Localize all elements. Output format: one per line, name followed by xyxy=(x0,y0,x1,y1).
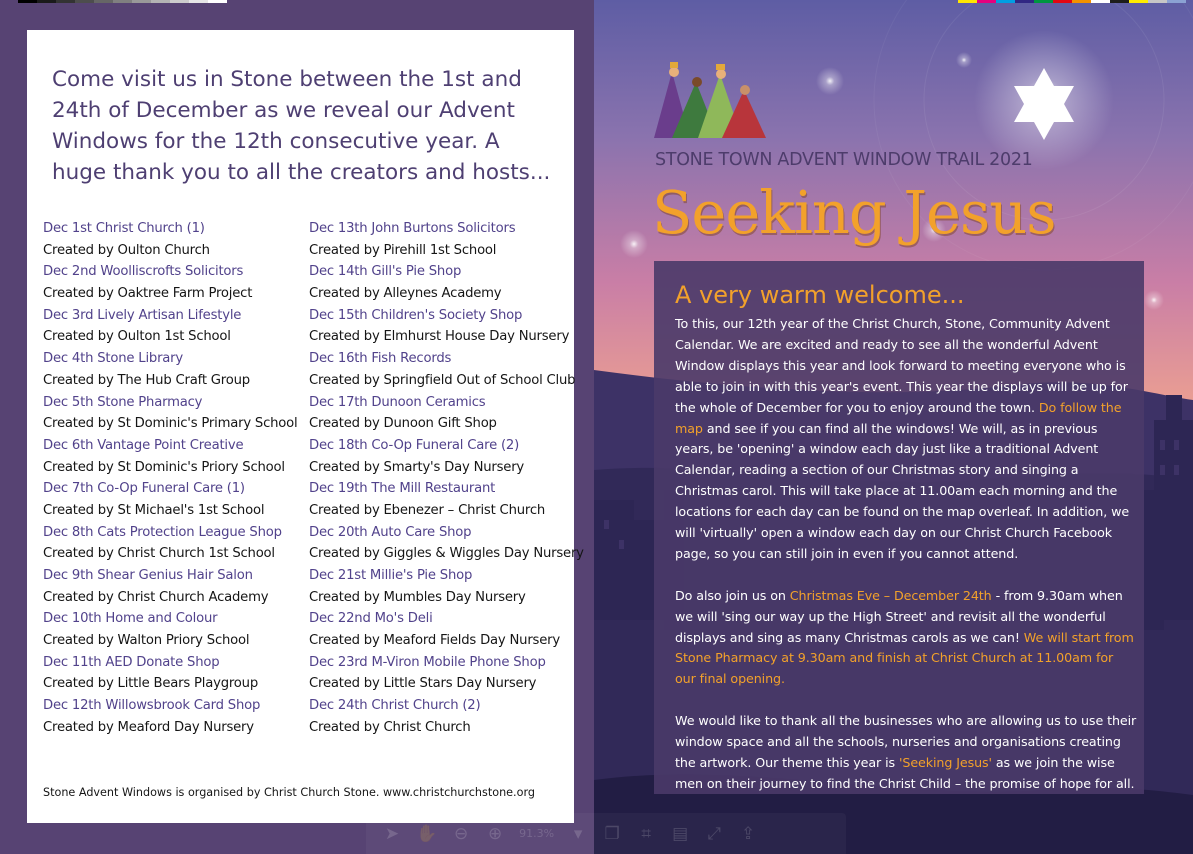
entry-creator: Created by The Hub Craft Group xyxy=(43,372,250,388)
color-swatch xyxy=(18,0,37,3)
welcome-heading: A very warm welcome... xyxy=(675,281,965,309)
advent-entry xyxy=(309,392,584,435)
welcome-paragraph-3 xyxy=(675,711,1137,795)
advent-entry xyxy=(309,522,584,565)
left-page xyxy=(0,0,594,854)
color-swatch xyxy=(189,0,208,3)
entry-creator: Created by Ebenezer – Christ Church xyxy=(309,502,546,518)
color-swatch xyxy=(996,0,1015,3)
page-icon[interactable]: ▤ xyxy=(672,823,689,844)
share-icon[interactable]: ⇪ xyxy=(741,823,756,844)
entry-day: Dec 2nd Woolliscrofts Solicitors xyxy=(43,264,244,280)
color-swatch xyxy=(132,0,151,3)
advent-entry xyxy=(43,261,298,304)
color-swatch xyxy=(977,0,996,3)
entry-creator: Created by Elmhurst House Day Nursery xyxy=(309,329,570,345)
map-link[interactable]: Do follow the map xyxy=(675,399,1122,436)
zoom-in-icon[interactable]: ⊕ xyxy=(488,823,503,844)
advent-entry xyxy=(309,652,584,695)
zoom-level[interactable]: 91.3% xyxy=(519,827,555,840)
advent-entry xyxy=(309,261,584,304)
paragraph-text: and see if you can find all the windows! We will, as in previous years, be 'opening' a window each day just like a traditional Advent Calendar, reading a section of our Christmas story and singing a Christmas carol. This will take place at 11.00am each morning and the locations for each day can be found on the map overleaf. In addition, we will 'virtually' open a window each day on our Christ Church Facebook page, so you can still join in even if you cannot attend. xyxy=(675,420,1130,561)
entry-day: Dec 19th The Mill Restaurant xyxy=(309,481,496,497)
entry-day: Dec 1st Christ Church (1) xyxy=(43,221,205,236)
entry-creator: Created by Little Stars Day Nursery xyxy=(309,676,537,692)
advent-entry xyxy=(43,435,298,478)
advent-entry xyxy=(309,348,584,391)
entry-creator: Created by Little Bears Playgroup xyxy=(43,676,258,692)
entry-creator: Created by Mumbles Day Nursery xyxy=(309,589,526,605)
advent-entry xyxy=(43,608,298,651)
wise-men-icon xyxy=(654,62,766,138)
entries-column-1 xyxy=(43,218,298,739)
entry-creator: Created by Dunoon Gift Shop xyxy=(309,416,497,432)
color-swatch xyxy=(1091,0,1110,3)
color-swatch xyxy=(37,0,56,3)
entry-creator: Created by Alleynes Academy xyxy=(309,286,502,302)
hand-icon[interactable]: ✋ xyxy=(416,823,438,844)
entry-day: Dec 23rd M-Viron Mobile Phone Shop xyxy=(309,654,546,670)
welcome-text xyxy=(675,314,1137,816)
paragraph-text: We would like to thank all the businesses who are allowing us to use their window space and all the schools, nurseries and organisations creating the artwork. Our theme this year is xyxy=(675,713,1137,770)
advent-entry xyxy=(43,652,298,695)
entry-day: Dec 24th Christ Church (2) xyxy=(309,698,481,714)
entry-creator: Created by Walton Priory School xyxy=(43,633,250,649)
entry-day: Dec 5th Stone Pharmacy xyxy=(43,394,203,410)
entry-day: Dec 14th Gill's Pie Shop xyxy=(309,264,462,280)
advent-entry xyxy=(309,218,584,261)
advent-entry xyxy=(43,348,298,391)
entry-day: Dec 6th Vantage Point Creative xyxy=(43,437,244,453)
copy-icon[interactable]: ❐ xyxy=(604,823,620,844)
color-swatch xyxy=(958,0,977,3)
viewer-toolbar xyxy=(366,813,846,854)
welcome-paragraph-2 xyxy=(675,586,1137,691)
entry-day: Dec 3rd Lively Artisan Lifestyle xyxy=(43,307,242,323)
entry-day: Dec 7th Co-Op Funeral Care (1) xyxy=(43,481,245,497)
entry-creator: Created by Meaford Day Nursery xyxy=(43,719,254,735)
color-swatch xyxy=(1167,0,1186,3)
entry-creator: Created by Oulton 1st School xyxy=(43,329,231,345)
zoom-out-icon[interactable]: ⊖ xyxy=(454,823,469,844)
entry-day: Dec 15th Children's Society Shop xyxy=(309,307,523,323)
advent-entry xyxy=(43,522,298,565)
color-swatch xyxy=(75,0,94,3)
color-swatch xyxy=(1015,0,1034,3)
entry-creator: Created by Pirehill 1st School xyxy=(309,242,497,258)
entry-day: Dec 22nd Mo's Deli xyxy=(309,611,433,627)
paragraph-text: Do also join us on xyxy=(675,587,786,603)
entry-creator: Created by Meaford Fields Day Nursery xyxy=(309,633,560,649)
entry-creator: Created by Oulton Church xyxy=(43,242,210,258)
entry-creator: Created by Giggles & Wiggles Day Nursery xyxy=(309,546,584,562)
advent-entry xyxy=(309,565,584,608)
final-opening-highlight: We will start from Stone Pharmacy at 9.30am and finish at Christ Church at 11.00am for our final opening. xyxy=(675,629,1134,687)
entry-creator: Created by Springfield Out of School Club xyxy=(309,372,576,388)
color-swatch xyxy=(1072,0,1091,3)
advent-entry xyxy=(43,305,298,348)
entry-creator: Created by Oaktree Farm Project xyxy=(43,286,253,302)
right-page xyxy=(594,0,1193,854)
color-swatch xyxy=(56,0,75,3)
advent-entry xyxy=(43,565,298,608)
entry-day: Dec 13th John Burtons Solicitors xyxy=(309,221,516,236)
color-swatch xyxy=(94,0,113,3)
footer-note: Stone Advent Windows is organised by Christ Church Stone. www.christchurchstone.org xyxy=(43,786,535,799)
paragraph-text: as we join the wise men on their journey to find the Christ Child – the promise of hope for all. xyxy=(675,755,1135,791)
dropdown-icon[interactable]: ▾ xyxy=(573,823,583,844)
entry-creator: Created by St Dominic's Primary School xyxy=(43,416,298,432)
entry-day: Dec 18th Co-Op Funeral Care (2) xyxy=(309,437,520,453)
color-swatch xyxy=(1129,0,1148,3)
paragraph-text: - from 9.30am when we will 'sing our way up the High Street' and revisit all the wonderful displays and sing as many Christmas carols as we can! xyxy=(675,587,1123,645)
fullscreen-icon[interactable]: ⤢ xyxy=(707,823,721,844)
entry-creator: Created by Smarty's Day Nursery xyxy=(309,459,525,475)
entry-day: Dec 4th Stone Library xyxy=(43,351,184,367)
color-swatch xyxy=(151,0,170,3)
color-bar-right xyxy=(958,0,1186,3)
color-swatch xyxy=(113,0,132,3)
intro-text: Come visit us in Stone between the 1st and 24th of December as we reveal our Advent Windows for the 12th consecutive year. A huge thank you to all the creators and hosts... xyxy=(52,67,551,185)
color-swatch xyxy=(208,0,227,3)
entry-day: Dec 9th Shear Genius Hair Salon xyxy=(43,568,253,583)
welcome-paragraph-1 xyxy=(675,314,1137,565)
advent-list-card xyxy=(27,30,584,823)
welcome-box xyxy=(654,261,1144,794)
entry-creator: Created by Christ Church Academy xyxy=(43,589,269,605)
entry-creator: Created by St Michael's 1st School xyxy=(43,502,265,518)
entry-creator: Created by Christ Church 1st School xyxy=(43,546,275,562)
entry-day: Dec 21st Millie's Pie Shop xyxy=(309,568,473,583)
advent-entry xyxy=(43,695,298,738)
color-swatch xyxy=(1110,0,1129,3)
entry-day: Dec 11th AED Donate Shop xyxy=(43,654,220,670)
christmas-eve-highlight: Christmas Eve – December 24th xyxy=(789,587,992,603)
color-swatch xyxy=(1034,0,1053,3)
color-bar-left xyxy=(18,0,227,3)
trail-title: STONE TOWN ADVENT WINDOW TRAIL 2021 xyxy=(655,150,1033,170)
color-swatch xyxy=(1148,0,1167,3)
entry-day: Dec 8th Cats Protection League Shop xyxy=(43,524,282,540)
entry-day: Dec 17th Dunoon Ceramics xyxy=(309,394,486,410)
advent-entry xyxy=(43,478,298,521)
main-title: Seeking Jesus xyxy=(652,178,1056,247)
advent-entry xyxy=(43,392,298,435)
color-swatch xyxy=(170,0,189,3)
entry-creator: Created by Christ Church xyxy=(309,719,471,735)
advent-entry xyxy=(309,305,584,348)
entry-day: Dec 10th Home and Colour xyxy=(43,611,218,627)
color-swatch xyxy=(1053,0,1072,3)
entry-day: Dec 20th Auto Care Shop xyxy=(309,524,472,540)
advent-entry xyxy=(309,695,584,738)
entry-day: Dec 12th Willowsbrook Card Shop xyxy=(43,698,261,714)
theme-highlight: 'Seeking Jesus' xyxy=(898,755,992,770)
entry-creator: Created by St Dominic's Priory School xyxy=(43,459,285,475)
advent-entry xyxy=(309,608,584,651)
entry-day: Dec 16th Fish Records xyxy=(309,351,452,367)
crop-icon[interactable]: ⌗ xyxy=(641,823,651,844)
entries-column-2 xyxy=(309,218,584,739)
select-icon[interactable]: ➤ xyxy=(384,823,400,844)
advent-entry xyxy=(309,478,584,521)
advent-entry xyxy=(43,218,298,261)
advent-entry xyxy=(309,435,584,478)
paragraph-text: To this, our 12th year of the Christ Church, Stone, Community Advent Calendar. We are excited and ready to see all the wonderful Advent Window displays this year and look forward to meeting everyone who is able to join in with this year's event. This year the displays will be up for the whole of December for you to enjoy around the town. xyxy=(675,316,1128,415)
